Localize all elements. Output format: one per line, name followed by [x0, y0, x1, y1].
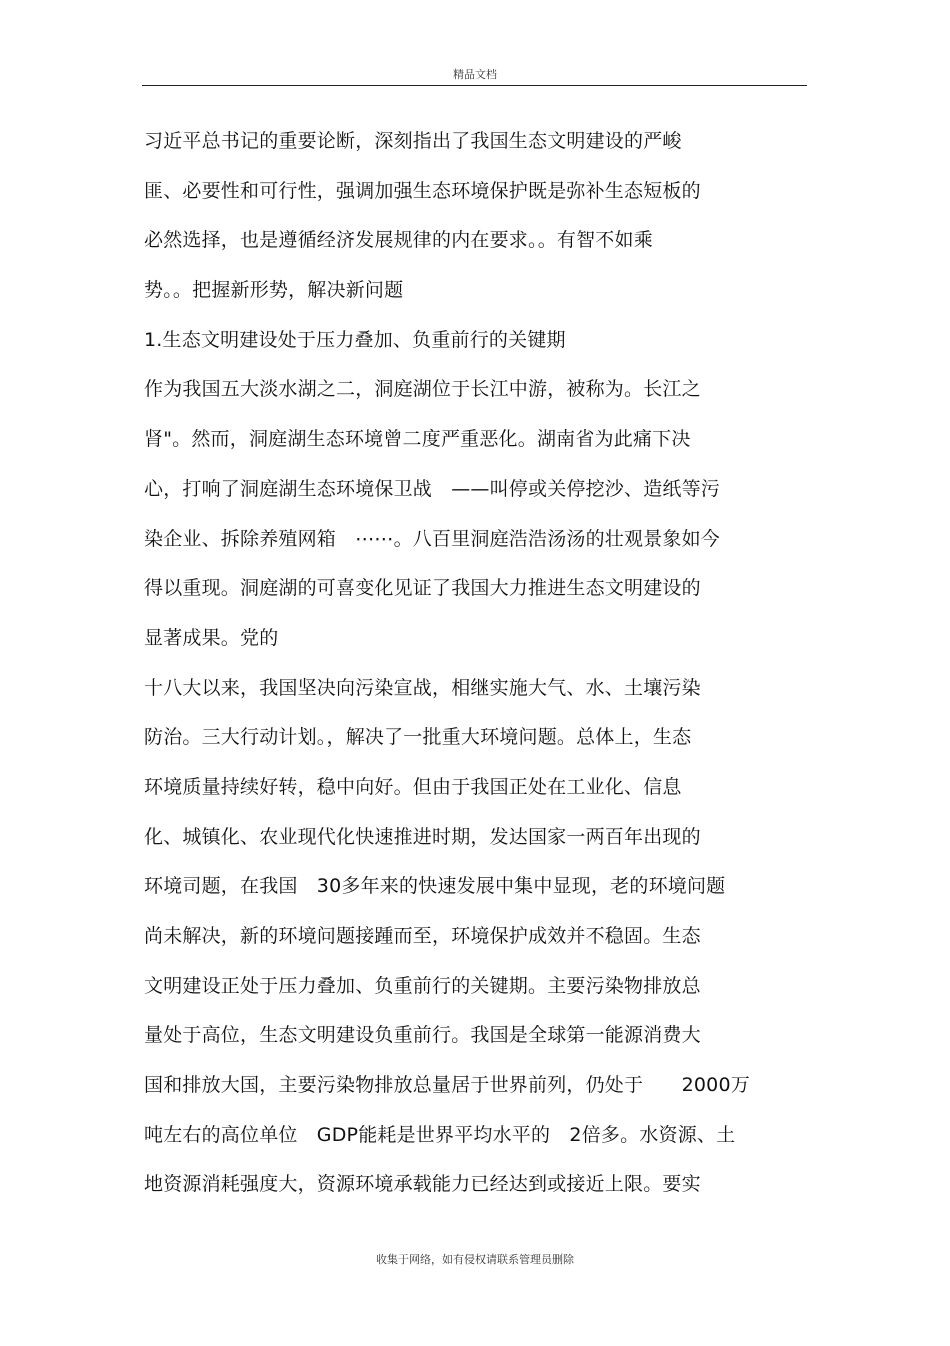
text-line: 化、城镇化、农业现代化快速推进时期，发达国家一两百年出现的 [144, 825, 701, 848]
text-line: 量处于高位，生态文明建设负重前行。我国是全球第一能源消费大 [144, 1024, 701, 1047]
text-line: 防治。三大行动计划。，解决了一批重大环境问题。总体上，生态 [144, 726, 692, 749]
text-line: 尚未解决，新的环境问题接踵而至，环境保护成效并不稳固。生态 [144, 925, 701, 947]
text-line: 肾"。然而，洞庭湖生态环境曾二度严重恶化。湖南省为此痛下决 [144, 428, 691, 451]
page-header: 精品文档 [453, 68, 497, 81]
text-line: 环境司题，在我国 30多年来的快速发展中集中显现，老的环境问题 [144, 875, 726, 898]
document-body [144, 123, 814, 1216]
text-line: 国和排放大国，主要污染物排放总量居于世界前列，仍处于 2000万 [144, 1074, 750, 1097]
text-line: 染企业、拆除养殖网箱 ⋯⋯。八百里洞庭浩浩汤汤的壮观景象如今 [144, 527, 721, 550]
text-line: 匪、必要性和可行性，强调加强生态环境保护既是弥补生态短板的 [144, 179, 701, 202]
text-line: 地资源消耗强度大，资源环境承载能力已经达到或接近上限。要实 [144, 1173, 701, 1196]
text-line: 必然选择，也是遵循经济发展规律的内在要求。。有智不如乘 [144, 229, 653, 252]
text-line: 显著成果。党的 [144, 626, 279, 649]
text-line: 得以重现。洞庭湖的可喜变化见证了我国大力推进生态文明建设的 [144, 577, 701, 600]
text-line: 作为我国五大淡水湖之二，洞庭湖位于长江中游，被称为。长江之 [144, 378, 701, 401]
text-line: 心，打响了洞庭湖生态环境保卫战 ——叫停或关停挖沙、造纸等污 [144, 477, 721, 500]
text-line: 习近平总书记的重要论断，深刻指出了我国生态文明建设的严峻 [144, 130, 682, 152]
text-line: 势。。把握新形势，解决新问题 [144, 279, 404, 302]
text-line: 吨左右的高位单位 GDP能耗是世界平均水平的 2倍多。水资源、土 [144, 1123, 736, 1146]
page-footer: 收集于网络，如有侵权请联系管理员删除 [376, 1253, 574, 1266]
text-line: 文明建设正处于压力叠加、负重前行的关键期。主要污染物排放总 [144, 974, 701, 997]
text-line: 环境质量持续好转，稳中向好。但由于我国正处在工业化、信息 [144, 775, 682, 798]
section-heading: 1.生态文明建设处于压力叠加、负重前行的关键期 [144, 328, 566, 351]
text-line: 十八大以来，我国坚决向污染宣战，相继实施大气、水、土壤污染 [144, 676, 701, 699]
header-divider [142, 85, 807, 86]
